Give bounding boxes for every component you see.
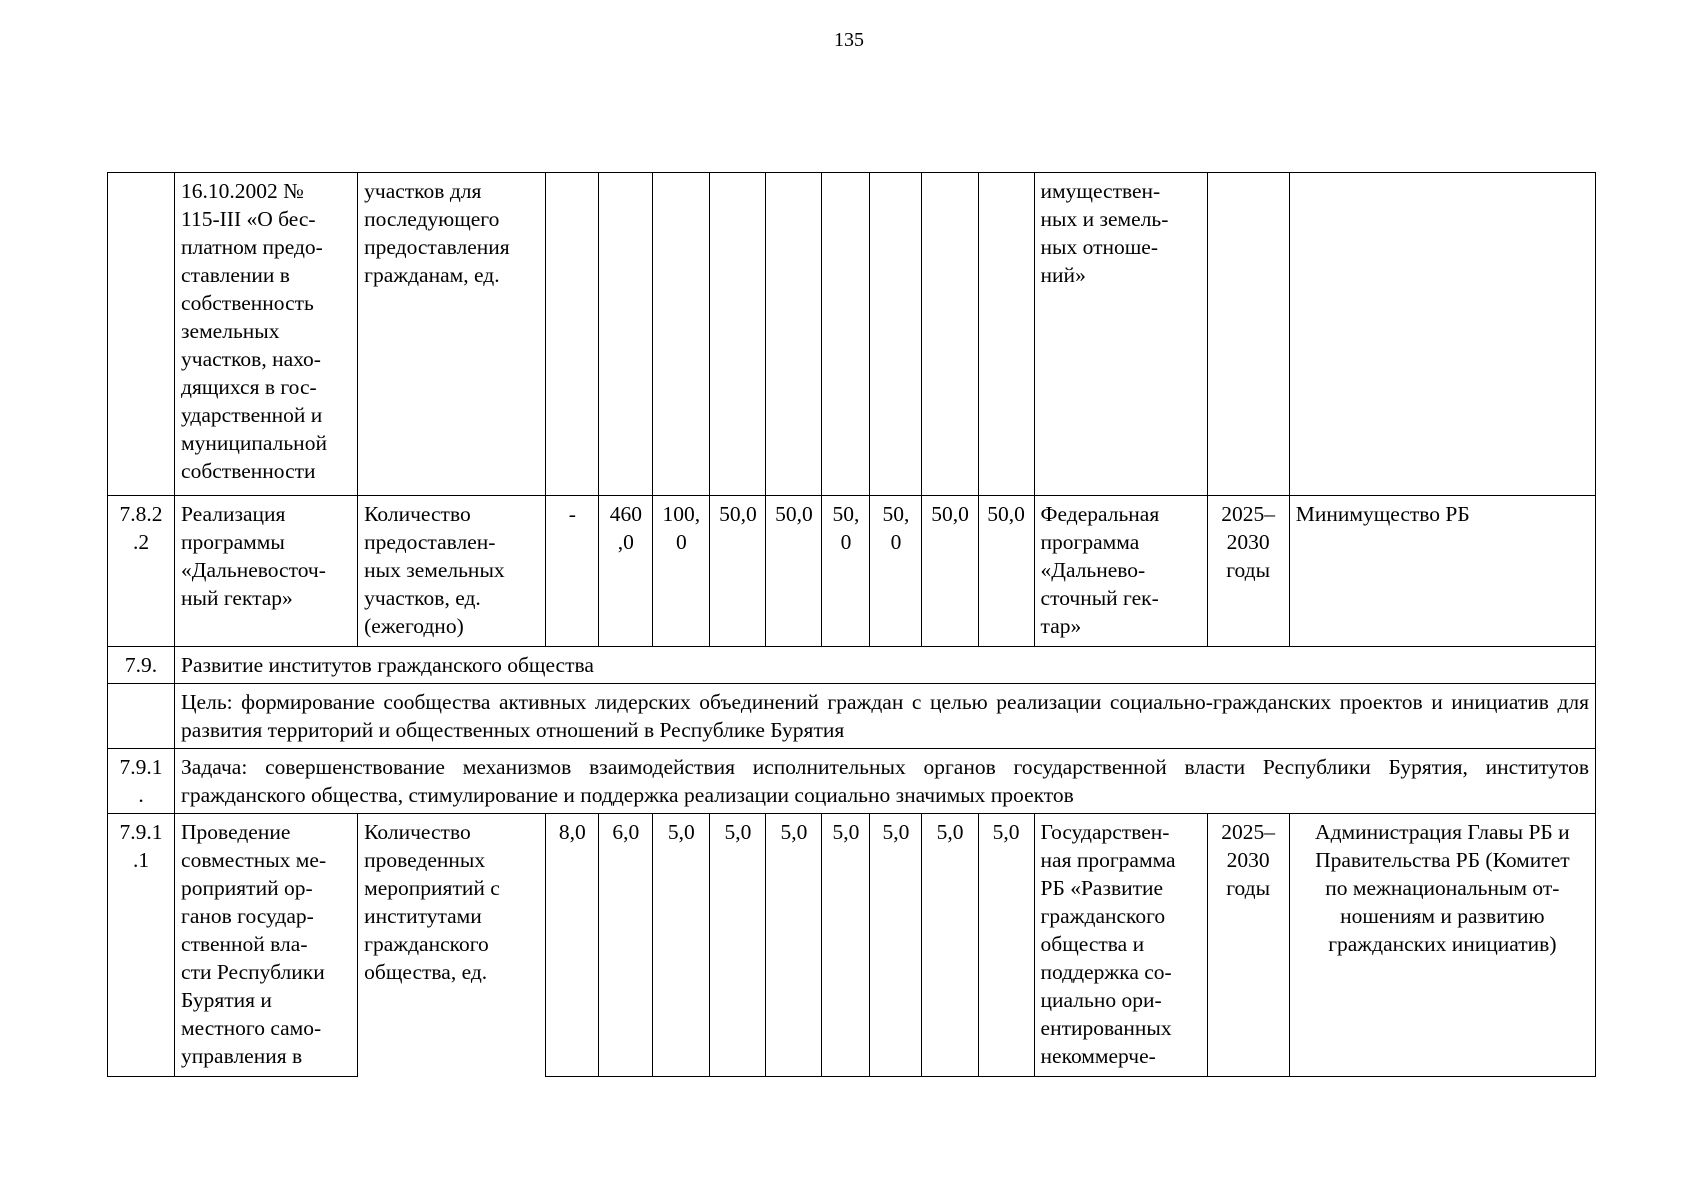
indicator-value: 50, 0 <box>822 496 870 647</box>
indicator-value: - <box>546 496 599 647</box>
executor: Администрация Главы РБ и Правительства РБ (Комитет по межнациональным от- ношениям и развитию гражданских инициатив) <box>1289 814 1595 1077</box>
table-row <box>108 496 1596 647</box>
row-number <box>108 684 175 749</box>
row-number: 7.9.1 . <box>108 749 175 814</box>
indicator-value <box>766 173 822 496</box>
indicator-value: 100, 0 <box>653 496 710 647</box>
indicator-value: 5,0 <box>766 814 822 1077</box>
period: 2025– 2030 годы <box>1207 496 1289 647</box>
indicator-value <box>822 173 870 496</box>
indicator-value <box>546 173 599 496</box>
indicator-value <box>922 173 978 496</box>
indicator-value: 5,0 <box>653 814 710 1077</box>
indicator-value: 50, 0 <box>870 496 922 647</box>
task-row <box>108 749 1596 814</box>
indicator-value <box>978 173 1034 496</box>
table-row <box>108 814 1596 1077</box>
row-number: 7.9. <box>108 647 175 684</box>
activity-name: 16.10.2002 № 115-III «О бес- платном предо- ставлении в собственность земельных участков, нахо- дящихся в гос- ударственной и муниципальной собственности <box>175 173 358 496</box>
section-row <box>108 647 1596 684</box>
indicator-value: 50,0 <box>766 496 822 647</box>
goal-text: Цель: формирование сообщества активных лидерских объединений граждан с целью реализации социально-гражданских проектов и инициатив для развития территорий и общественных отношений в Республике Бурятия <box>175 684 1596 749</box>
indicator-value <box>599 173 653 496</box>
program-name: имуществен- ных и земель- ных отноше- ний» <box>1034 173 1207 496</box>
row-number: 7.8.2 .2 <box>108 496 175 647</box>
indicator-value: 5,0 <box>978 814 1034 1077</box>
goal-row <box>108 684 1596 749</box>
indicator-value: 8,0 <box>546 814 599 1077</box>
page-number: 135 <box>834 29 864 51</box>
table-row <box>108 173 1596 496</box>
indicator-name: Количество проведенных мероприятий с институтами гражданского общества, ед. <box>358 814 546 1077</box>
indicator-name: Количество предоставлен- ных земельных участков, ед. (ежегодно) <box>358 496 546 647</box>
indicator-value: 50,0 <box>978 496 1034 647</box>
indicator-value <box>653 173 710 496</box>
row-number: 7.9.1 .1 <box>108 814 175 1077</box>
section-title: Развитие институтов гражданского общества <box>175 647 1596 684</box>
indicator-value: 5,0 <box>822 814 870 1077</box>
indicator-value: 460 ,0 <box>599 496 653 647</box>
indicator-value: 5,0 <box>870 814 922 1077</box>
indicator-value: 50,0 <box>710 496 766 647</box>
indicator-value: 6,0 <box>599 814 653 1077</box>
indicator-value: 5,0 <box>922 814 978 1077</box>
indicator-value <box>710 173 766 496</box>
indicator-value: 50,0 <box>922 496 978 647</box>
period: 2025– 2030 годы <box>1207 814 1289 1077</box>
task-text: Задача: совершенствование механизмов взаимодействия исполнительных органов государственной власти Республики Бурятия, институтов гражданского общества, стимулирование и поддержка реализации социально значимых проектов <box>175 749 1596 814</box>
program-name: Государствен- ная программа РБ «Развитие гражданского общества и поддержка со- циально ори- ентированных некоммерче- <box>1034 814 1207 1077</box>
indicator-value: 5,0 <box>710 814 766 1077</box>
indicator-name: участков для последующего предоставления гражданам, ед. <box>358 173 546 496</box>
activity-name: Проведение совместных ме- роприятий ор- ганов государ- ственной вла- сти Республики Бурятия и местного само- управления в <box>175 814 358 1077</box>
period <box>1207 173 1289 496</box>
executor <box>1289 173 1595 496</box>
indicator-value <box>870 173 922 496</box>
executor: Минимущество РБ <box>1289 496 1595 647</box>
row-number <box>108 173 175 496</box>
program-table <box>107 172 1596 1077</box>
program-name: Федеральная программа «Дальнево- сточный гек- тар» <box>1034 496 1207 647</box>
activity-name: Реализация программы «Дальневосточ- ный гектар» <box>175 496 358 647</box>
